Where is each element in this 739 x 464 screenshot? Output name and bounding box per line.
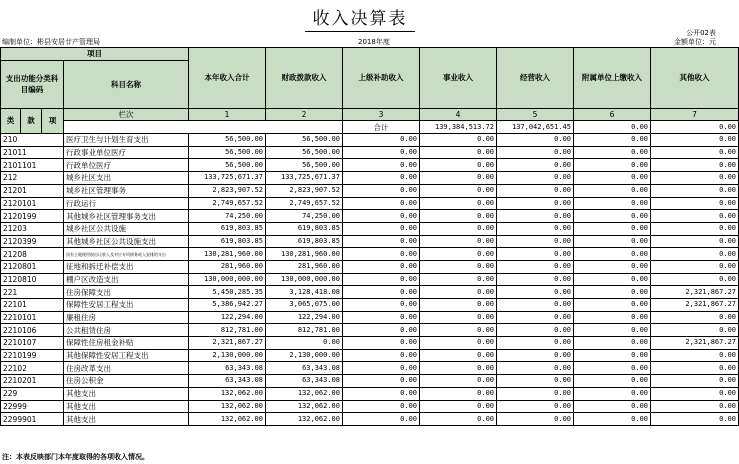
footnote: 注：本表反映部门本年度取得的各项收入情况。 <box>2 453 149 461</box>
row-name: 廉租住房 <box>64 311 189 324</box>
row-code: 2120801 <box>1 260 64 273</box>
row-value: 0.00 <box>574 337 651 350</box>
row-value: 0.00 <box>574 210 651 223</box>
row-value: 0.00 <box>574 184 651 197</box>
row-value: 0.00 <box>343 349 420 362</box>
row-name: 棚户区改造支出 <box>64 273 189 286</box>
table-row <box>1 248 739 261</box>
header-col-5: 经营收入 <box>497 48 574 109</box>
row-value: 0.00 <box>574 349 651 362</box>
header-kuan: 款 <box>21 108 42 133</box>
row-value: 619,803.85 <box>266 222 343 235</box>
row-value: 0.00 <box>343 400 420 413</box>
row-value: 0.00 <box>574 400 651 413</box>
row-value: 0.00 <box>497 134 574 147</box>
row-code: 2120199 <box>1 210 64 223</box>
row-name: 行政单位医疗 <box>64 159 189 172</box>
row-value: 130,000,000.00 <box>189 273 266 286</box>
row-value: 0.00 <box>420 311 497 324</box>
header-col-6: 附属单位上缴收入 <box>574 48 651 109</box>
row-value: 5,386,942.27 <box>189 299 266 312</box>
row-value: 0.00 <box>574 146 651 159</box>
row-name: 住房保障支出 <box>64 286 189 299</box>
row-value: 0.00 <box>497 210 574 223</box>
row-value: 132,062.00 <box>266 400 343 413</box>
row-value: 0.00 <box>420 159 497 172</box>
table-row <box>1 184 739 197</box>
row-value: 0.00 <box>343 311 420 324</box>
row-value: 0.00 <box>574 222 651 235</box>
row-code: 2120810 <box>1 273 64 286</box>
form-number: 公开02表 <box>686 29 716 37</box>
table-row <box>1 197 739 210</box>
row-value: 0.00 <box>343 159 420 172</box>
row-value: 0.00 <box>574 324 651 337</box>
row-value: 0.00 <box>574 121 651 134</box>
row-value: 122,294.00 <box>189 311 266 324</box>
row-value: 619,803.85 <box>189 235 266 248</box>
row-value: 0.00 <box>574 248 651 261</box>
row-value: 0.00 <box>420 400 497 413</box>
row-name: 行政运行 <box>64 197 189 210</box>
row-value: 56,500.00 <box>266 146 343 159</box>
row-name: 其他支出 <box>64 387 189 400</box>
row-value: 63,343.08 <box>266 362 343 375</box>
row-value: 0.00 <box>420 413 497 426</box>
unit-label: 编制单位：彬县安居廿产管理局 <box>2 38 100 46</box>
row-value: 63,343.08 <box>189 362 266 375</box>
row-value: 281,960.00 <box>189 260 266 273</box>
row-value: 0.00 <box>574 375 651 388</box>
header-item: 项目 <box>1 48 189 61</box>
row-value: 0.00 <box>574 134 651 147</box>
table-row <box>1 349 739 362</box>
col-number: 4 <box>420 108 497 121</box>
row-value: 0.00 <box>651 260 739 273</box>
row-value: 132,062.00 <box>266 413 343 426</box>
row-value: 0.00 <box>651 362 739 375</box>
row-code: 21208 <box>1 248 64 261</box>
row-value: 0.00 <box>497 375 574 388</box>
row-value: 0.00 <box>343 324 420 337</box>
row-value: 0.00 <box>497 299 574 312</box>
row-value: 0.00 <box>343 235 420 248</box>
row-value: 0.00 <box>343 375 420 388</box>
table-row <box>1 273 739 286</box>
row-value: 0.00 <box>574 172 651 185</box>
row-value: 0.00 <box>497 337 574 350</box>
row-value: 0.00 <box>651 235 739 248</box>
row-value: 0.00 <box>343 197 420 210</box>
table-row <box>1 172 739 185</box>
row-value: 56,500.00 <box>266 159 343 172</box>
row-value: 0.00 <box>651 311 739 324</box>
row-code: 22102 <box>1 362 64 375</box>
row-value: 56,500.00 <box>189 159 266 172</box>
row-code: 21201 <box>1 184 64 197</box>
row-name: 国有土地使用权出让收入及对应专项债务收入安排的支出 <box>64 248 189 261</box>
row-value: 0.00 <box>574 299 651 312</box>
row-code: 2210201 <box>1 375 64 388</box>
col-number: 7 <box>651 108 739 121</box>
table-row <box>1 134 739 147</box>
row-value: 0.00 <box>574 413 651 426</box>
row-value: 0.00 <box>574 235 651 248</box>
row-value: 0.00 <box>497 349 574 362</box>
row-value: 0.00 <box>574 197 651 210</box>
row-value: 3,065,075.00 <box>266 299 343 312</box>
row-value: 0.00 <box>343 260 420 273</box>
header-col-4: 事业收入 <box>420 48 497 109</box>
row-code: 2210199 <box>1 349 64 362</box>
row-value: 2,823,907.52 <box>266 184 343 197</box>
row-value: 0.00 <box>497 413 574 426</box>
row-value: 0.00 <box>651 387 739 400</box>
row-code: 21011 <box>1 146 64 159</box>
row-value: 63,343.08 <box>266 375 343 388</box>
row-value: 132,062.00 <box>189 400 266 413</box>
row-value: 0.00 <box>651 324 739 337</box>
row-value: 0.00 <box>497 222 574 235</box>
table-row <box>1 299 739 312</box>
col-number: 1 <box>189 108 266 121</box>
row-code: 22101 <box>1 299 64 312</box>
row-name: 住房公积金 <box>64 375 189 388</box>
row-value: 63,343.08 <box>189 375 266 388</box>
row-code: 2120399 <box>1 235 64 248</box>
header-col-1: 本年收入合计 <box>189 48 266 109</box>
table-row <box>1 337 739 350</box>
row-value: 133,725,671.37 <box>189 172 266 185</box>
table-row <box>1 235 739 248</box>
row-value: 132,062.00 <box>189 387 266 400</box>
row-code: 210 <box>1 134 64 147</box>
row-value: 0.00 <box>497 387 574 400</box>
row-name: 城乡社区管理事务 <box>64 184 189 197</box>
table-row <box>1 311 739 324</box>
row-value: 0.00 <box>343 387 420 400</box>
row-value: 0.00 <box>651 400 739 413</box>
row-value: 0.00 <box>420 387 497 400</box>
row-value: 0.00 <box>651 273 739 286</box>
row-code: 22999 <box>1 400 64 413</box>
row-value: 0.00 <box>343 146 420 159</box>
row-value: 0.00 <box>343 362 420 375</box>
row-value: 0.00 <box>651 222 739 235</box>
row-value: 619,803.85 <box>189 222 266 235</box>
row-code: 221 <box>1 286 64 299</box>
row-value: 56,500.00 <box>189 146 266 159</box>
row-value: 137,042,651.45 <box>497 121 574 134</box>
row-value: 0.00 <box>420 197 497 210</box>
table-row <box>1 362 739 375</box>
row-value: 130,281,960.00 <box>266 248 343 261</box>
col-number: 5 <box>497 108 574 121</box>
header-col-7: 其他收入 <box>651 48 739 109</box>
col-number: 2 <box>266 108 343 121</box>
col-number: 6 <box>574 108 651 121</box>
row-value: 0.00 <box>343 337 420 350</box>
table-row <box>1 413 739 426</box>
row-value: 0.00 <box>651 172 739 185</box>
row-value: 0.00 <box>420 362 497 375</box>
row-value: 0.00 <box>420 210 497 223</box>
row-value: 2,321,867.27 <box>651 299 739 312</box>
row-value: 139,384,513.72 <box>420 121 497 134</box>
row-code: 2120101 <box>1 197 64 210</box>
row-code: 229 <box>1 387 64 400</box>
row-value: 0.00 <box>497 324 574 337</box>
row-value: 0.00 <box>343 222 420 235</box>
row-value: 0.00 <box>420 146 497 159</box>
row-value: 0.00 <box>497 286 574 299</box>
row-value: 812,781.00 <box>266 324 343 337</box>
row-name: 其他支出 <box>64 413 189 426</box>
row-name: 城乡社区支出 <box>64 172 189 185</box>
row-value: 0.00 <box>574 387 651 400</box>
row-value: 0.00 <box>497 362 574 375</box>
row-value: 0.00 <box>497 197 574 210</box>
row-code: 2101101 <box>1 159 64 172</box>
row-code: 2210106 <box>1 324 64 337</box>
row-value: 0.00 <box>420 337 497 350</box>
row-value: 0.00 <box>420 260 497 273</box>
row-name: 医疗卫生与计划生育支出 <box>64 134 189 147</box>
row-name: 其他保障性安居工程支出 <box>64 349 189 362</box>
row-name: 合计 <box>343 121 420 134</box>
row-value: 0.00 <box>420 324 497 337</box>
row-value: 0.00 <box>343 286 420 299</box>
row-value: 0.00 <box>420 134 497 147</box>
row-value: 281,960.00 <box>266 260 343 273</box>
table-row <box>1 286 739 299</box>
row-value: 0.00 <box>497 235 574 248</box>
row-value: 0.00 <box>343 248 420 261</box>
table-row <box>1 400 739 413</box>
row-code: 2299901 <box>1 413 64 426</box>
row-value: 0.00 <box>343 273 420 286</box>
row-value: 132,062.00 <box>266 387 343 400</box>
row-name: 行政事业单位医疗 <box>64 146 189 159</box>
row-value: 0.00 <box>497 172 574 185</box>
row-value: 0.00 <box>651 210 739 223</box>
row-value: 56,500.00 <box>189 134 266 147</box>
row-value: 0.00 <box>651 121 739 134</box>
row-value: 133,725,671.37 <box>266 172 343 185</box>
row-value: 74,250.00 <box>189 210 266 223</box>
row-value: 0.00 <box>574 273 651 286</box>
row-value: 619,803.85 <box>266 235 343 248</box>
row-value: 0.00 <box>343 134 420 147</box>
row-name: 城乡社区公共设施 <box>64 222 189 235</box>
row-name: 其他支出 <box>64 400 189 413</box>
row-value: 2,321,867.27 <box>651 337 739 350</box>
row-value: 3,128,418.08 <box>266 286 343 299</box>
row-value: 0.00 <box>651 184 739 197</box>
row-value: 2,130,000.00 <box>189 349 266 362</box>
row-value: 0.00 <box>420 235 497 248</box>
report-title: 收入决算表 <box>0 4 720 32</box>
year-label: 2018年度 <box>358 38 390 46</box>
table-row <box>1 222 739 235</box>
row-value: 0.00 <box>420 172 497 185</box>
row-value: 0.00 <box>574 159 651 172</box>
table-row <box>1 375 739 388</box>
row-value: 0.00 <box>420 299 497 312</box>
row-value: 0.00 <box>497 400 574 413</box>
row-name: 保障性安居工程支出 <box>64 299 189 312</box>
row-value: 0.00 <box>420 184 497 197</box>
col-number: 3 <box>343 108 420 121</box>
header-col-3: 上级补助收入 <box>343 48 420 109</box>
row-value: 0.00 <box>651 197 739 210</box>
row-value: 122,294.00 <box>266 311 343 324</box>
amount-unit: 金额单位：元 <box>674 38 716 46</box>
row-value: 0.00 <box>343 184 420 197</box>
table-row <box>1 146 739 159</box>
income-table <box>0 47 739 426</box>
row-value: 0.00 <box>651 159 739 172</box>
row-value: 0.00 <box>343 299 420 312</box>
row-value: 5,450,285.35 <box>189 286 266 299</box>
row-value: 0.00 <box>651 413 739 426</box>
table-row <box>1 159 739 172</box>
row-code: 2210101 <box>1 311 64 324</box>
row-name: 征地和拆迁补偿支出 <box>64 260 189 273</box>
row-value: 0.00 <box>266 337 343 350</box>
header-name: 科目名称 <box>64 60 189 108</box>
row-value: 0.00 <box>651 375 739 388</box>
row-value: 132,062.00 <box>189 413 266 426</box>
row-value: 0.00 <box>497 184 574 197</box>
row-value: 74,250.00 <box>266 210 343 223</box>
header-lei: 类 <box>1 108 21 133</box>
row-value: 0.00 <box>651 134 739 147</box>
row-value: 0.00 <box>343 413 420 426</box>
row-value: 2,823,907.52 <box>189 184 266 197</box>
row-value: 0.00 <box>420 222 497 235</box>
table-row <box>1 324 739 337</box>
row-value: 0.00 <box>497 248 574 261</box>
row-value: 2,321,867.27 <box>651 286 739 299</box>
row-value: 2,749,657.52 <box>189 197 266 210</box>
row-name: 住房改革支出 <box>64 362 189 375</box>
row-name: 其他城乡社区公共设施支出 <box>64 235 189 248</box>
row-value: 0.00 <box>574 311 651 324</box>
row-value: 0.00 <box>574 260 651 273</box>
row-code: 212 <box>1 172 64 185</box>
row-value: 0.00 <box>497 273 574 286</box>
row-name: 保障性住房租金补贴 <box>64 337 189 350</box>
row-name: 其他城乡社区管理事务支出 <box>64 210 189 223</box>
row-value: 130,281,960.00 <box>189 248 266 261</box>
row-code <box>64 121 343 134</box>
header-lanci: 栏次 <box>64 108 189 121</box>
row-value: 0.00 <box>343 172 420 185</box>
row-code: 21203 <box>1 222 64 235</box>
row-value: 0.00 <box>651 146 739 159</box>
row-value: 0.00 <box>420 273 497 286</box>
row-value: 0.00 <box>420 248 497 261</box>
row-value: 0.00 <box>497 159 574 172</box>
header-code: 支出功能分类科目编码 <box>1 60 64 108</box>
row-value: 0.00 <box>651 248 739 261</box>
row-value: 0.00 <box>574 286 651 299</box>
row-value: 2,749,657.52 <box>266 197 343 210</box>
row-value: 0.00 <box>497 146 574 159</box>
row-value: 812,781.00 <box>189 324 266 337</box>
row-value: 56,500.00 <box>266 134 343 147</box>
row-value: 2,321,867.27 <box>189 337 266 350</box>
row-value: 2,130,000.00 <box>266 349 343 362</box>
table-row <box>1 121 739 134</box>
row-code: 2210107 <box>1 337 64 350</box>
row-value: 0.00 <box>497 260 574 273</box>
row-value: 0.00 <box>420 286 497 299</box>
table-row <box>1 387 739 400</box>
row-value: 0.00 <box>343 210 420 223</box>
row-value: 0.00 <box>497 311 574 324</box>
row-name: 公共租赁住房 <box>64 324 189 337</box>
row-value: 0.00 <box>574 362 651 375</box>
table-row <box>1 260 739 273</box>
row-value: 0.00 <box>651 349 739 362</box>
header-col-2: 财政拨款收入 <box>266 48 343 109</box>
table-row <box>1 210 739 223</box>
row-value: 0.00 <box>420 375 497 388</box>
row-value: 0.00 <box>420 349 497 362</box>
header-xiang: 项 <box>42 108 64 133</box>
row-value: 130,000,000.00 <box>266 273 343 286</box>
